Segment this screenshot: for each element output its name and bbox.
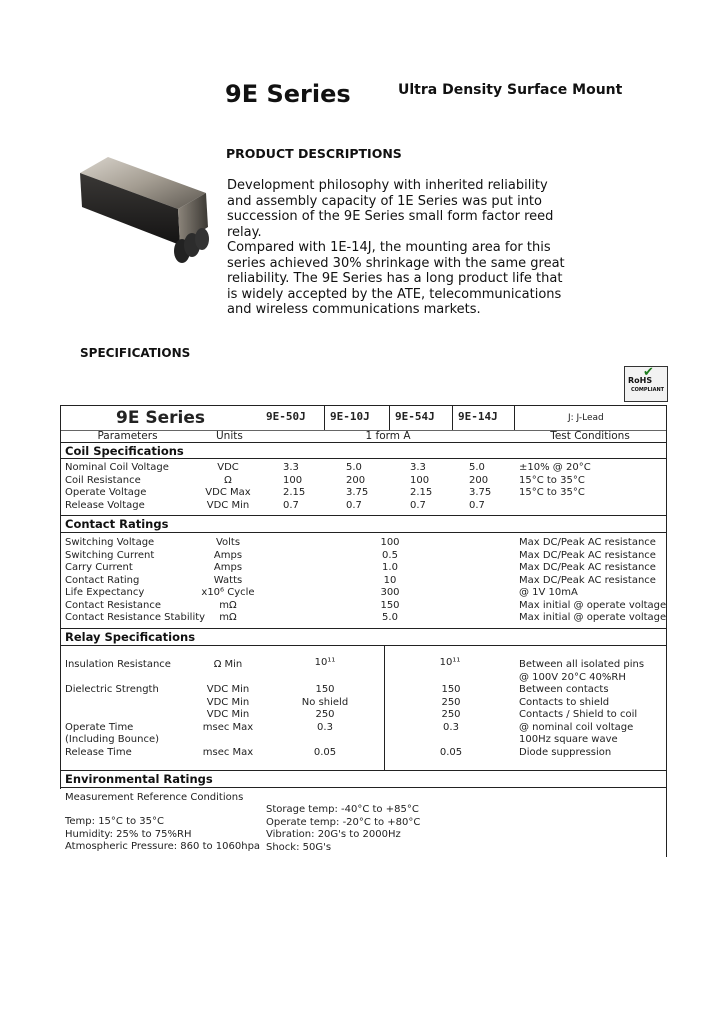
operate-time-unit: msec Max — [202, 721, 254, 733]
dielectric-test: Contacts to shield — [519, 696, 610, 708]
contact-test: Max DC/Peak AC resistance — [519, 537, 656, 548]
dielectric-test: Between contacts — [519, 684, 609, 695]
coil-param: Release Voltage — [65, 499, 145, 511]
contact-test: Max DC/Peak AC resistance — [519, 549, 656, 561]
col-header-units: Units — [216, 430, 243, 442]
coil-value: 3.3 — [283, 462, 299, 473]
contact-value: 5.0 — [382, 612, 398, 623]
env-right-item: Operate temp: -20°C to +80°C — [266, 816, 421, 828]
dielectric-unit: VDC Min — [206, 709, 250, 720]
contact-param: Switching Current — [65, 549, 155, 561]
contact-param: Life Expectancy — [65, 587, 145, 598]
description-paragraph-2: Compared with 1E-14J, the mounting area for this series achieved 30% shrinkage with the same great reliability. The 9E Series has a long product life that is widely accepted by the ATE, telecommunications and wireless communications markets. — [227, 240, 565, 318]
model-9e-10j: 9E-10J — [330, 410, 370, 423]
insulation-value-a: 10¹¹ — [314, 657, 336, 668]
coil-param: Nominal Coil Voltage — [65, 462, 169, 473]
rohs-label: RoHS — [628, 376, 653, 385]
rohs-badge — [624, 366, 668, 402]
env-right-item: Vibration: 20G's to 2000Hz — [266, 829, 401, 840]
checkmark-icon: ✔ — [643, 365, 654, 380]
contact-param: Carry Current — [65, 562, 133, 573]
coil-unit: VDC Max — [205, 487, 251, 498]
coil-value: 100 — [410, 474, 430, 486]
coil-value: 0.7 — [346, 499, 362, 511]
table-series-title: 9E Series — [116, 408, 205, 428]
dielectric-unit: VDC Min — [206, 696, 250, 708]
contact-ratings-heading: Contact Ratings — [65, 517, 169, 531]
coil-test: ±10% @ 20°C — [519, 462, 591, 473]
contact-test: Max DC/Peak AC resistance — [519, 574, 656, 586]
operate-time-test-1: @ nominal coil voltage — [519, 721, 634, 733]
release-time-param: Release Time — [65, 746, 132, 758]
release-time-value-b: 0.05 — [439, 746, 463, 758]
coil-test: 15°C to 35°C — [519, 474, 585, 486]
contact-test: Max initial @ operate voltage — [519, 599, 667, 611]
environmental-ratings-heading: Environmental Ratings — [65, 772, 213, 786]
specifications-heading: SPECIFICATIONS — [80, 346, 191, 360]
contact-value: 300 — [380, 587, 400, 598]
coil-value: 5.0 — [469, 462, 485, 473]
env-left-item: Atmospheric Pressure: 860 to 1060hpa — [65, 841, 261, 852]
contact-test: Max initial @ operate voltage — [519, 612, 667, 623]
dielectric-test: Contacts / Shield to coil — [519, 709, 638, 720]
coil-param: Operate Voltage — [65, 487, 147, 498]
contact-unit: Volts — [215, 537, 241, 548]
page-subtitle: Ultra Density Surface Mount — [398, 82, 623, 98]
contact-value: 100 — [380, 537, 400, 548]
contact-unit: Amps — [213, 549, 243, 561]
contact-value: 10 — [383, 574, 397, 586]
page-title: 9E Series — [225, 80, 351, 108]
coil-specifications-heading: Coil Specifications — [65, 444, 184, 458]
dielectric-value-b: 250 — [441, 709, 461, 720]
contact-value: 0.5 — [382, 549, 398, 561]
contact-param: Contact Rating — [65, 574, 140, 586]
contact-value: 1.0 — [382, 562, 398, 573]
insulation-test-2: @ 100V 20°C 40%RH — [519, 671, 626, 683]
coil-value: 0.7 — [410, 499, 426, 511]
coil-unit: Ω — [224, 474, 232, 486]
env-right-item: Storage temp: -40°C to +85°C — [266, 804, 419, 815]
dielectric-value-b: 250 — [441, 696, 461, 708]
insulation-test-1: Between all isolated pins — [519, 659, 645, 670]
dielectric-unit: VDC Min — [206, 684, 250, 695]
measurement-conditions-label: Measurement Reference Conditions — [65, 792, 244, 803]
relay-product-image — [78, 155, 218, 270]
dielectric-value-a: 250 — [315, 709, 335, 720]
col-header-test-conditions: Test Conditions — [550, 430, 630, 442]
contact-value: 150 — [380, 599, 400, 611]
coil-value: 200 — [346, 474, 366, 486]
contact-unit: mΩ — [219, 612, 237, 623]
coil-test: 15°C to 35°C — [519, 487, 585, 498]
dielectric-value-a: 150 — [315, 684, 335, 695]
release-time-value-a: 0.05 — [313, 746, 337, 758]
coil-value: 0.7 — [283, 499, 299, 511]
model-9e-50j: 9E-50J — [266, 410, 306, 423]
operate-time-value-a: 0.3 — [317, 721, 333, 733]
coil-value: 100 — [283, 474, 303, 486]
dielectric-value-b: 150 — [441, 684, 461, 695]
operate-time-param-note: (Including Bounce) — [65, 734, 159, 745]
env-right-item: Shock: 50G's — [266, 841, 332, 853]
rohs-sub-label: COMPLIANT — [631, 387, 665, 393]
coil-unit: VDC Min — [206, 499, 250, 511]
coil-unit: VDC — [217, 462, 239, 473]
coil-value: 0.7 — [469, 499, 485, 511]
product-descriptions-heading: PRODUCT DESCRIPTIONS — [226, 146, 402, 161]
coil-value: 3.75 — [346, 487, 369, 498]
contact-param: Switching Voltage — [65, 537, 155, 548]
contact-test: @ 1V 10mA — [519, 587, 578, 598]
contact-unit: x10⁶ Cycle — [201, 587, 255, 598]
contact-test: Max DC/Peak AC resistance — [519, 562, 656, 573]
col-header-parameters: Parameters — [97, 430, 158, 442]
coil-value: 2.15 — [410, 487, 433, 498]
coil-value: 5.0 — [346, 462, 362, 473]
operate-time-param: Operate Time — [65, 721, 134, 733]
model-9e-54j: 9E-54J — [395, 410, 435, 423]
coil-value: 3.75 — [469, 487, 492, 498]
contact-unit: mΩ — [219, 599, 237, 611]
release-time-unit: msec Max — [202, 746, 254, 758]
insulation-unit: Ω Min — [213, 659, 243, 670]
dielectric-value-a: No shield — [301, 696, 349, 708]
coil-value: 200 — [469, 474, 489, 486]
model-9e-14j: 9E-14J — [458, 410, 498, 423]
coil-value: 3.3 — [410, 462, 426, 473]
coil-value: 2.15 — [283, 487, 306, 498]
col-header-form: 1 form A — [365, 430, 411, 442]
operate-time-value-b: 0.3 — [443, 721, 459, 733]
insulation-param: Insulation Resistance — [65, 659, 171, 670]
relay-specifications-heading: Relay Specifications — [65, 630, 196, 644]
contact-unit: Amps — [213, 562, 243, 573]
contact-param: Contact Resistance — [65, 599, 161, 611]
description-paragraph-1: Development philosophy with inherited reliability and assembly capacity of 1E Series was put into succession of the 9E Series small form factor reed relay. — [227, 178, 554, 240]
lead-note: J: J-Lead — [568, 413, 604, 423]
release-time-test: Diode suppression — [519, 746, 612, 758]
operate-time-test-2: 100Hz square wave — [519, 734, 618, 745]
env-left-item: Temp: 15°C to 35°C — [65, 816, 165, 827]
contact-param: Contact Resistance Stability — [65, 612, 206, 623]
dielectric-param: Dielectric Strength — [65, 684, 159, 695]
coil-param: Coil Resistance — [65, 474, 141, 486]
contact-unit: Watts — [213, 574, 243, 586]
env-left-item: Humidity: 25% to 75%RH — [65, 828, 192, 840]
insulation-value-b: 10¹¹ — [439, 657, 461, 668]
